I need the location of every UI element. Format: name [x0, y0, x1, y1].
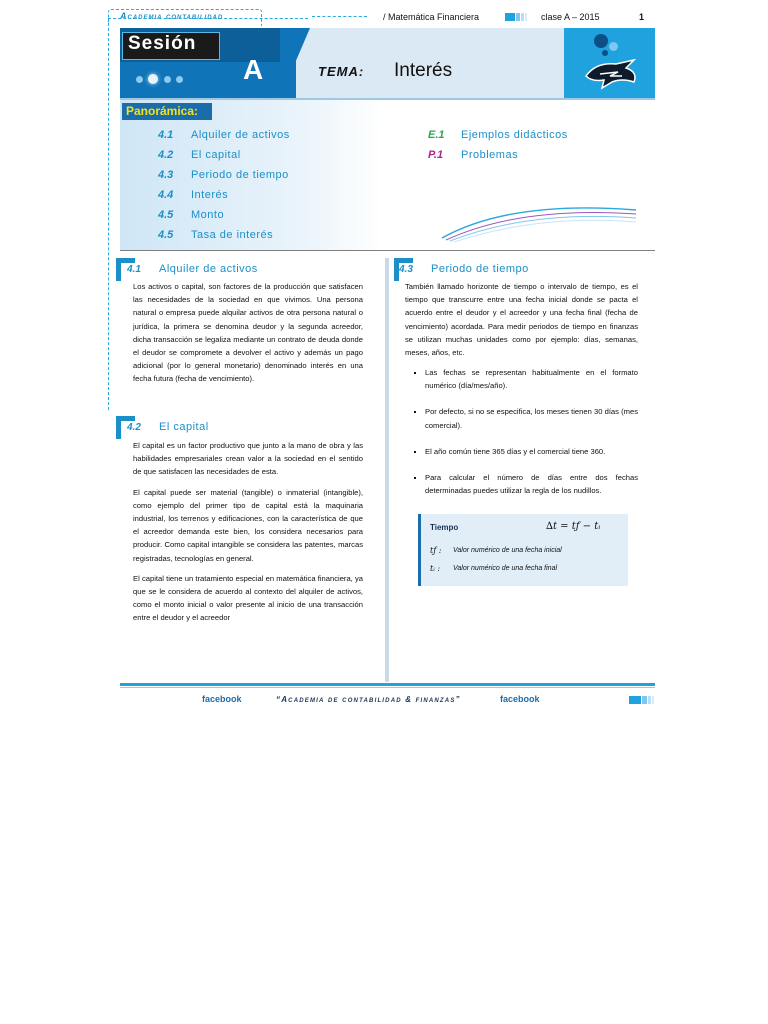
footer-academy: “Academia de contabilidad & finanzas” — [276, 695, 461, 704]
bubble-icon — [594, 34, 608, 48]
panorama-link-capital[interactable]: El capital — [191, 149, 241, 161]
panorama-num: 4.3 — [158, 169, 174, 181]
formula-symbol: tƒ : — [430, 546, 442, 555]
left-dash-line — [108, 18, 109, 410]
formula-symbol: tᵢ : — [430, 564, 441, 573]
paragraph: El capital es un factor productivo que junto a la mano de obra y las habilidades empresariales crean valor a la sociedad en el sentido de que satisfacen las necesidades de esta. — [133, 441, 363, 477]
square-bars-icon — [629, 696, 655, 705]
section-num: 4.3 — [399, 264, 413, 275]
facebook-link-left[interactable]: facebook — [202, 694, 242, 704]
panorama-num: 4.5 — [158, 209, 174, 221]
bubble-dots-icon — [136, 73, 196, 85]
list-item: ▪ Las fechas se representan habitualmente en el formato numérico (día/mes/año). — [425, 366, 638, 392]
column-divider — [385, 258, 389, 682]
shark-logo-icon — [582, 56, 642, 92]
panorama-num: 4.5 — [158, 229, 174, 241]
list-item: ▪ Para calcular el número de días entre dos fechas determinadas puedes utilizar la regla de los nudillos. — [425, 471, 638, 497]
banner-slant — [280, 28, 310, 98]
subject-title: / Matemática Financiera — [383, 12, 480, 22]
panorama-num: 4.1 — [158, 129, 174, 141]
bullet-list — [407, 366, 638, 510]
section-body — [133, 280, 363, 393]
paragraph: Los activos o capital, son factores de la producción que satisfacen las necesidades de la sociedad en que vivimos. Una persona natural o empresa puede alquilar activos de otra persona natural o jurídica, la primera se denomina deudor y la segunda acreedor, dicha transacción se legaliza mediante un contrato de deuda donde el deudor se compromete a devolver el activo y además un pago adicional (por lo general monetario) denominado interés en una fecha futura (fecha de vencimiento). — [133, 282, 363, 384]
section-title: Alquiler de activos — [159, 263, 258, 275]
formula-desc: Valor numérico de una fecha inicial — [453, 547, 562, 554]
bubble-icon-2 — [609, 42, 618, 51]
panorama-num: 4.2 — [158, 149, 174, 161]
footer-rule — [120, 683, 655, 686]
panorama-link-problemas[interactable]: Problemas — [461, 149, 519, 161]
section-num: 4.2 — [127, 422, 141, 433]
panorama-num-examples: E.1 — [428, 129, 445, 141]
panorama-link-periodo[interactable]: Periodo de tiempo — [191, 169, 289, 181]
panorama-rule — [120, 250, 655, 251]
panorama-link-alquiler[interactable]: Alquiler de activos — [191, 129, 290, 141]
paragraph: También llamado horizonte de tiempo o intervalo de tiempo, es el tiempo que transcurre entre una fecha inicial donde se pacta el acuerdo entre el deudor y el acreedor y una fecha final (fecha de vencimiento) acordada. Para medir periodos de tiempo en finanzas se utilizan muchas unidades como por ejemplo: días, semanas, meses, años, etc. — [405, 282, 638, 358]
panorama-title: Panorámica: — [126, 104, 199, 118]
panorama-link-monto[interactable]: Monto — [191, 209, 225, 221]
section-body — [405, 280, 638, 366]
academy-name: Academia contabilidad — [120, 11, 224, 21]
tema-label: TEMA: — [318, 64, 365, 79]
panorama-link-interes[interactable]: Interés — [191, 189, 229, 201]
panorama-num: 4.4 — [158, 189, 174, 201]
list-item: ▪ El año común tiene 365 días y el comercial tiene 360. — [425, 445, 638, 458]
formula-equation: ∆t = tƒ − tᵢ — [546, 521, 601, 532]
formula-desc: Valor numérico de una fecha final — [453, 565, 558, 572]
session-letter: A — [243, 54, 264, 85]
paragraph: El capital puede ser material (tangible) o inmaterial (intangible), como ejemplo del primer tipo de capital está la maquinaria industrial, los terrenos y edificaciones, con la característica de que el acreedor demanda este bien, los considera necesarios para producir. Como capital intangible se considera las patentes, marcas registradas, tecnologías en general. — [133, 487, 363, 563]
footer-rule-thin — [120, 687, 655, 688]
section-num: 4.1 — [127, 264, 141, 275]
page-number: 1 — [639, 12, 645, 22]
facebook-link-right[interactable]: facebook — [500, 694, 540, 704]
logo-panel — [564, 28, 655, 98]
session-word: Sesión — [128, 33, 197, 54]
formula-label: Tiempo — [430, 523, 459, 532]
section-body — [133, 439, 363, 632]
panorama-link-tasa[interactable]: Tasa de interés — [191, 229, 274, 241]
tema-value: Interés — [394, 60, 453, 81]
panorama-link-ejemplos[interactable]: Ejemplos didácticos — [461, 129, 568, 141]
list-item: ▪ Por defecto, si no se especifica, los meses tienen 30 días (mes comercial). — [425, 405, 638, 431]
paragraph: El capital tiene un tratamiento especial en matemática financiera, ya que se le considera de acuerdo al contexto del alquiler de activos, como el monto inicial o valor presente al inicio de una transacción entre el deudor y el acreedor — [133, 573, 363, 623]
class-label: clase A – 2015 — [541, 12, 600, 22]
section-title: Periodo de tiempo — [431, 263, 529, 275]
header-dash-line — [108, 18, 308, 19]
panorama-num-problems: P.1 — [428, 149, 444, 161]
header-dash-line-2 — [312, 16, 367, 17]
swoosh-lines-icon — [440, 196, 640, 242]
section-title: El capital — [159, 421, 209, 433]
square-bars-icon — [505, 12, 529, 21]
formula-box-bar — [418, 514, 421, 586]
